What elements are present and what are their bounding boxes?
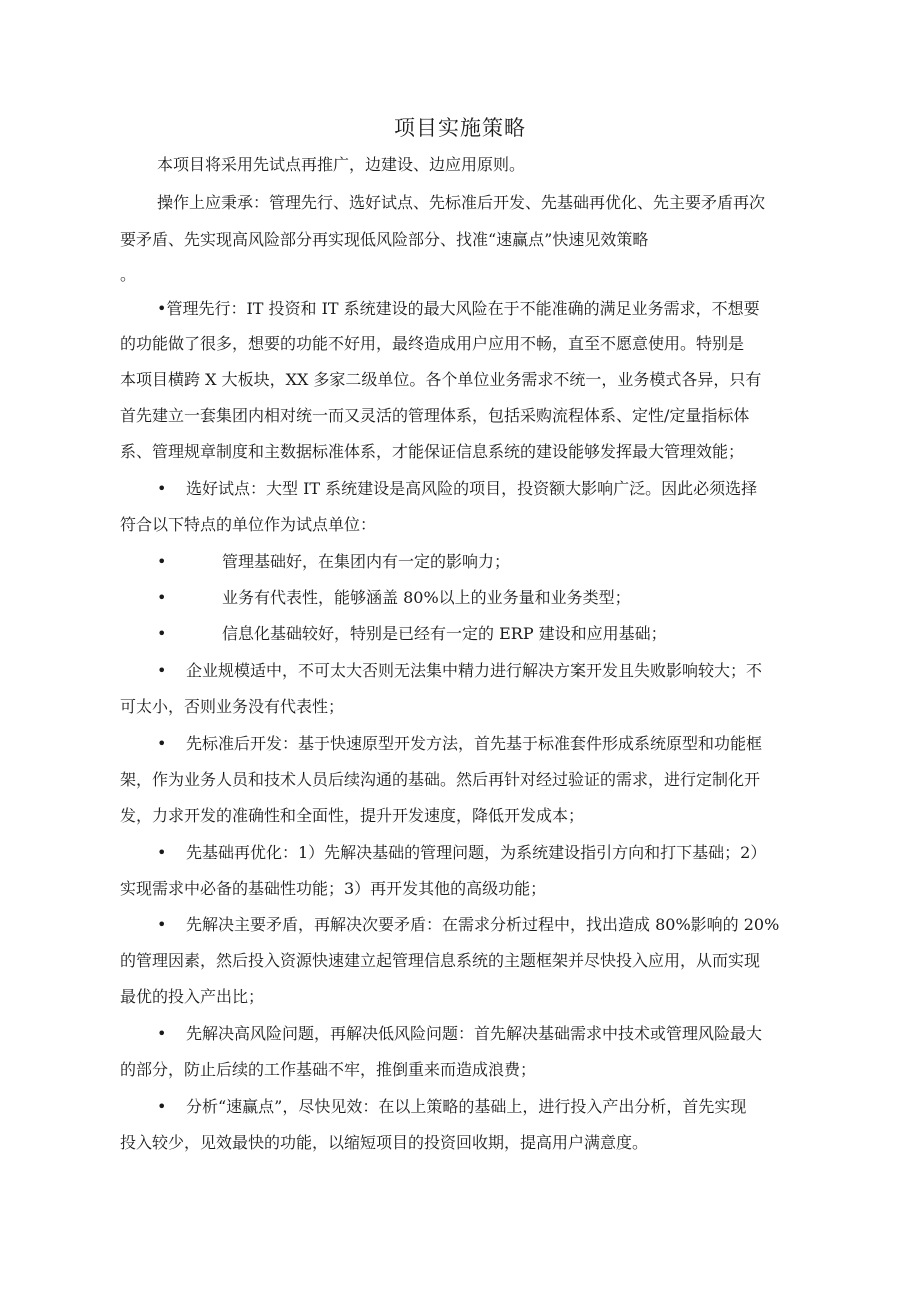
- management-first-line-4: 首先建立一套集团内相对统一而又灵活的管理体系，包括采购流程体系、定性/定量指标体: [120, 406, 750, 425]
- scale-line-1: 企业规模适中，不可太大否则无法集中精力进行解决方案开发且失败影响较大；不: [186, 661, 763, 680]
- principle-line-1: 操作上应秉承：管理先行、选好试点、先标准后开发、先基础再优化、先主要矛盾再次: [157, 193, 766, 212]
- scale-line-2: 可太小，否则业务没有代表性；: [120, 697, 345, 716]
- bullet-icon: •: [157, 915, 167, 934]
- management-first-line-3: 本项目横跨 X 大板块，XX 多家二级单位。各个单位业务需求不统一，业务模式各异，只有: [120, 370, 762, 389]
- pilot-criterion-2: 业务有代表性，能够涵盖 80%以上的业务量和业务类型；: [222, 588, 631, 607]
- main-contradiction-line-2: 的管理因素，然后投入资源快速建立起管理信息系统的主题框架并尽快投入应用，从而实现: [120, 951, 761, 970]
- bullet-icon: •: [157, 552, 167, 571]
- foundation-first-line-2: 实现需求中必备的基础性功能；3）再开发其他的高级功能；: [120, 879, 547, 898]
- intro-paragraph: 本项目将采用先试点再推广，边建设、边应用原则。: [157, 155, 526, 174]
- pilot-selection-line-1: 选好试点：大型 IT 系统建设是高风险的项目，投资额大影响广泛。因此必须选择: [186, 479, 758, 498]
- foundation-first-line-1: 先基础再优化：1）先解决基础的管理问题，为系统建设指引方向和打下基础；2）: [186, 843, 767, 862]
- standard-first-line-3: 发，力求开发的准确性和全面性，提升开发速度，降低开发成本；: [120, 806, 585, 825]
- high-risk-line-1: 先解决高风险问题，再解决低风险问题：首先解决基础需求中技术或管理风险最大: [186, 1024, 763, 1043]
- pilot-selection-line-2: 符合以下特点的单位作为试点单位：: [120, 515, 377, 534]
- bullet-icon: •: [157, 1097, 167, 1116]
- page-title: 项目实施策略: [394, 116, 526, 140]
- bullet-icon: •: [157, 843, 167, 862]
- quick-win-line-2: 投入较少，见效最快的功能，以缩短项目的投资回收期，提高用户满意度。: [120, 1133, 649, 1152]
- pilot-criterion-3: 信息化基础较好，特别是已经有一定的 ERP 建设和应用基础；: [222, 624, 667, 643]
- stray-mark: 。: [120, 265, 137, 284]
- management-first-line-1: •管理先行：IT 投资和 IT 系统建设的最大风险在于不能准确的满足业务需求，不想要: [157, 299, 760, 318]
- pilot-criterion-1: 管理基础好，在集团内有一定的影响力；: [222, 552, 511, 571]
- principle-line-2: 要矛盾、先实现高风险部分再实现低风险部分、找准“速赢点”快速见效策略: [120, 230, 649, 249]
- main-contradiction-line-3: 最优的投入产出比；: [120, 987, 265, 1006]
- quick-win-line-1: 分析“速赢点”，尽快见效：在以上策略的基础上，进行投入产出分析，首先实现: [186, 1097, 747, 1116]
- high-risk-line-2: 的部分，防止后续的工作基础不牢，推倒重来而造成浪费；: [120, 1060, 537, 1079]
- bullet-icon: •: [157, 734, 167, 753]
- bullet-icon: •: [157, 661, 167, 680]
- bullet-icon: •: [157, 479, 167, 498]
- standard-first-line-1: 先标准后开发：基于快速原型开发方法，首先基于标准套件形成系统原型和功能框: [186, 734, 763, 753]
- bullet-icon: •: [157, 588, 167, 607]
- bullet-icon: •: [157, 1024, 167, 1043]
- management-first-line-2: 的功能做了很多，想要的功能不好用，最终造成用户应用不畅，直至不愿意使用。特别是: [120, 334, 745, 353]
- bullet-icon: •: [157, 624, 167, 643]
- main-contradiction-line-1: 先解决主要矛盾，再解决次要矛盾：在需求分析过程中，找出造成 80%影响的 20%: [186, 915, 780, 934]
- standard-first-line-2: 架，作为业务人员和技术人员后续沟通的基础。然后再针对经过验证的需求，进行定制化开: [120, 770, 761, 789]
- management-first-line-5: 系、管理规章制度和主数据标准体系，才能保证信息系统的建设能够发挥最大管理效能；: [120, 442, 745, 461]
